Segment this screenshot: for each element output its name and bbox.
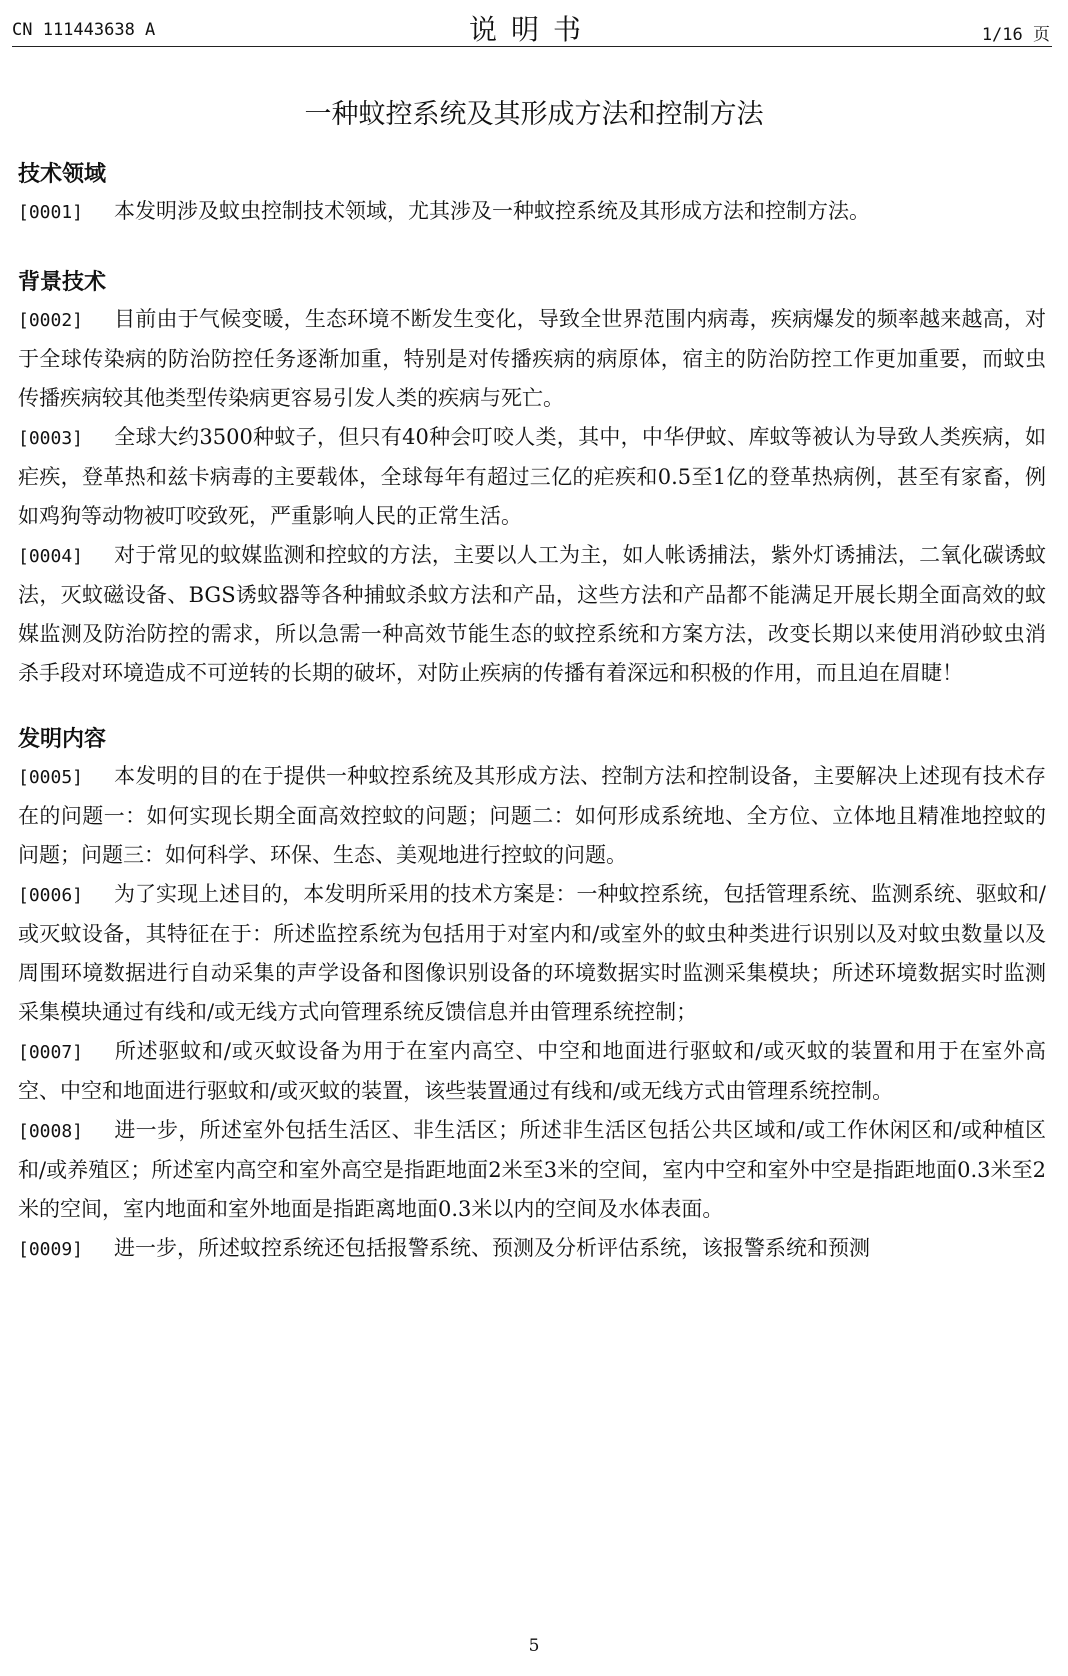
paragraph bbox=[18, 875, 1046, 1032]
paragraph-number: [0008] bbox=[18, 1121, 84, 1142]
paragraph-text: 本发明的目的在于提供一种蚊控系统及其形成方法、控制方法和控制设备，主要解决上述现有技术存在的问题一：如何实现长期全面高效控蚊的问题；问题二：如何形成系统地、全方位、立体地且精准地控蚊的问题；问题三：如何科学、环保、生态、美观地进行控蚊的问题。 bbox=[18, 764, 1046, 867]
page-number: 5 bbox=[528, 1636, 540, 1656]
doc-type-label: 说明书 bbox=[468, 13, 595, 46]
paragraph-number: [0006] bbox=[18, 885, 84, 906]
paragraph bbox=[18, 418, 1046, 536]
paragraph-number: [0004] bbox=[18, 546, 84, 567]
paragraph-number: [0005] bbox=[18, 767, 84, 788]
paragraph-number: [0001] bbox=[18, 202, 84, 223]
paragraph-number: [0009] bbox=[18, 1239, 84, 1260]
section-heading-tech-field: 技术领域 bbox=[18, 162, 107, 187]
paragraph-number: [0002] bbox=[18, 310, 84, 331]
paragraph-text: 全球大约3500种蚊子，但只有40种会叮咬人类，其中，中华伊蚊、库蚊等被认为导致人类疾病，如疟疾，登革热和兹卡病毒的主要载体，全球每年有超过三亿的疟疾和0.5至1亿的登革热病例，甚至有家畜，例如鸡狗等动物被叮咬致死，严重影响人民的正常生活。 bbox=[18, 425, 1046, 528]
paragraph-text: 进一步，所述室外包括生活区、非生活区；所述非生活区包括公共区域和/或工作休闲区和/或种植区和/或养殖区；所述室内高空和室外高空是指距地面2米至3米的空间，室内中空和室外中空是指距地面0.3米至2米的空间，室内地面和室外地面是指距离地面0.3米以内的空间及水体表面。 bbox=[18, 1118, 1046, 1221]
section-heading-invention: 发明内容 bbox=[18, 727, 107, 752]
section-heading-background: 背景技术 bbox=[18, 270, 107, 295]
paragraph bbox=[18, 536, 1046, 693]
paragraph-text: 所述驱蚊和/或灭蚊设备为用于在室内高空、中空和地面进行驱蚊和/或灭蚊的装置和用于在室外高空、中空和地面进行驱蚊和/或灭蚊的装置，该些装置通过有线和/或无线方式由管理系统控制。 bbox=[18, 1039, 1046, 1103]
document-body bbox=[18, 158, 1046, 1269]
patent-number: CN 111443638 A bbox=[12, 20, 156, 40]
paragraph-text: 进一步，所述蚊控系统还包括报警系统、预测及分析评估系统，该报警系统和预测 bbox=[114, 1236, 870, 1260]
paragraph-number: [0007] bbox=[18, 1042, 84, 1063]
paragraph bbox=[18, 1229, 1046, 1269]
paragraph-text: 对于常见的蚊媒监测和控蚊的方法，主要以人工为主，如人帐诱捕法，紫外灯诱捕法，二氧化碳诱蚊法，灭蚊磁设备、BGS诱蚊器等各种捕蚊杀蚊方法和产品，这些方法和产品都不能满足开展长期全面高效的蚊媒监测及防治防控的需求，所以急需一种高效节能生态的蚊控系统和方案方法，改变长期以来使用消砂蚊虫消杀手段对环境造成不可逆转的长期的破坏，对防止疾病的传播有着深远和积极的作用，而且迫在眉睫！ bbox=[18, 543, 1046, 685]
paragraph bbox=[18, 1032, 1046, 1111]
paragraph bbox=[18, 757, 1046, 875]
paragraph bbox=[18, 1111, 1046, 1229]
paragraph bbox=[18, 300, 1046, 418]
page-info: 1/16 页 bbox=[981, 25, 1050, 45]
paragraph-text: 目前由于气候变暖，生态环境不断发生变化，导致全世界范围内病毒，疾病爆发的频率越来越高，对于全球传染病的防治防控任务逐渐加重，特别是对传播疾病的病原体，宿主的防治防控工作更加重要，而蚊虫传播疾病较其他类型传染病更容易引发人类的疾病与死亡。 bbox=[18, 307, 1046, 410]
page-header bbox=[12, 6, 1052, 47]
paragraph-text: 本发明涉及蚊虫控制技术领域，尤其涉及一种蚊控系统及其形成方法和控制方法。 bbox=[114, 199, 870, 223]
paragraph bbox=[18, 192, 1046, 232]
paragraph-text: 为了实现上述目的，本发明所采用的技术方案是：一种蚊控系统，包括管理系统、监测系统、驱蚊和/或灭蚊设备，其特征在于：所述监控系统为包括用于对室内和/或室外的蚊虫种类进行识别以及对蚊虫数量以及周围环境数据进行自动采集的声学设备和图像识别设备的环境数据实时监测采集模块；所述环境数据实时监测采集模块通过有线和/或无线方式向管理系统反馈信息并由管理系统控制； bbox=[18, 882, 1046, 1024]
paragraph-number: [0003] bbox=[18, 428, 84, 449]
document-title: 一种蚊控系统及其形成方法和控制方法 bbox=[304, 99, 764, 130]
